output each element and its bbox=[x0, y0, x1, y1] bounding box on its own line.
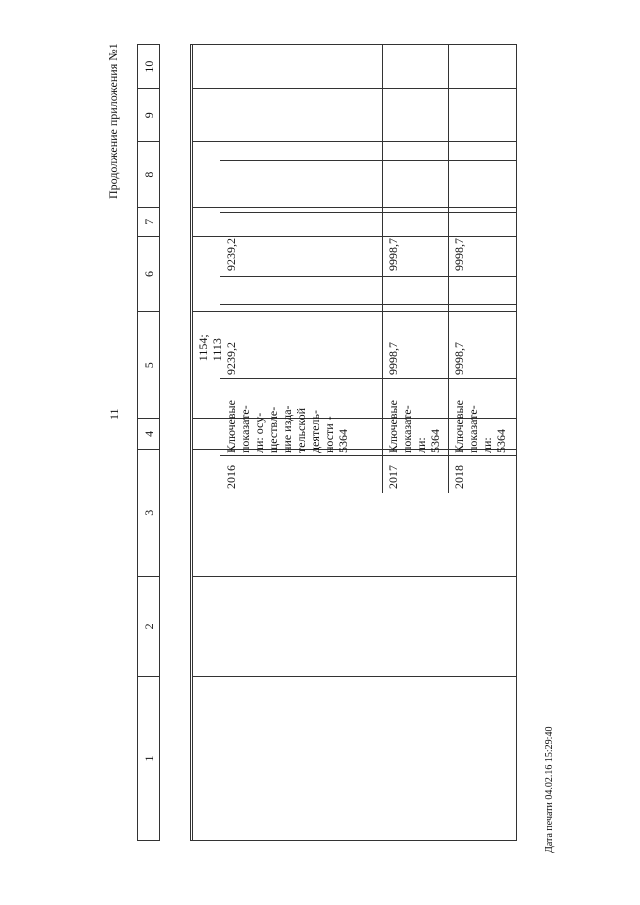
cell-col2 bbox=[193, 576, 517, 676]
divider bbox=[220, 304, 517, 305]
value-col8: 9998,7 bbox=[452, 238, 466, 271]
value-col6: 9998,7 bbox=[452, 342, 466, 375]
divider bbox=[220, 160, 517, 161]
value-col8: 9239,2 bbox=[224, 238, 238, 271]
indicator-cell: 1154; 1113 bbox=[196, 334, 224, 362]
column-header: 7 bbox=[138, 207, 160, 236]
year-rows bbox=[220, 44, 517, 493]
cell-col1 bbox=[193, 677, 517, 841]
year-label: 2018 bbox=[452, 465, 466, 489]
continuation-title: Продолжение приложения №1 bbox=[106, 43, 120, 199]
year-label: 2016 bbox=[224, 465, 238, 489]
table-row bbox=[448, 44, 517, 493]
column-header: 2 bbox=[138, 576, 160, 676]
divider bbox=[220, 276, 517, 277]
header-row-table bbox=[137, 44, 160, 841]
divider bbox=[220, 378, 517, 379]
column-header: 10 bbox=[138, 45, 160, 89]
divider bbox=[220, 212, 517, 213]
divider bbox=[220, 455, 517, 456]
column-header: 6 bbox=[138, 236, 160, 312]
column-header: 8 bbox=[138, 142, 160, 208]
column-header: 4 bbox=[138, 418, 160, 449]
indicator-text: Ключевые показате- ли: 5364 bbox=[452, 400, 508, 453]
indicator-text: Ключевые показате- ли: 5364 bbox=[386, 400, 442, 453]
year-label: 2017 bbox=[386, 465, 400, 489]
table-row bbox=[220, 44, 383, 493]
print-date: Дата печати 04.02.16 15:29:40 bbox=[544, 726, 555, 853]
column-header: 1 bbox=[138, 677, 160, 841]
column-number-row bbox=[138, 45, 160, 841]
value-col6: 9998,7 bbox=[386, 342, 400, 375]
column-header: 3 bbox=[138, 449, 160, 576]
table-row bbox=[382, 44, 449, 493]
indicator-text: Ключевые показате- ли: осу- ществле- ние изда- тельской деятель- ности - 5364 bbox=[224, 400, 350, 453]
column-header: 9 bbox=[138, 89, 160, 142]
value-col8: 9998,7 bbox=[386, 238, 400, 271]
value-col6: 9239,2 bbox=[224, 342, 238, 375]
column-header: 5 bbox=[138, 312, 160, 419]
page-number: 11 bbox=[107, 408, 121, 420]
